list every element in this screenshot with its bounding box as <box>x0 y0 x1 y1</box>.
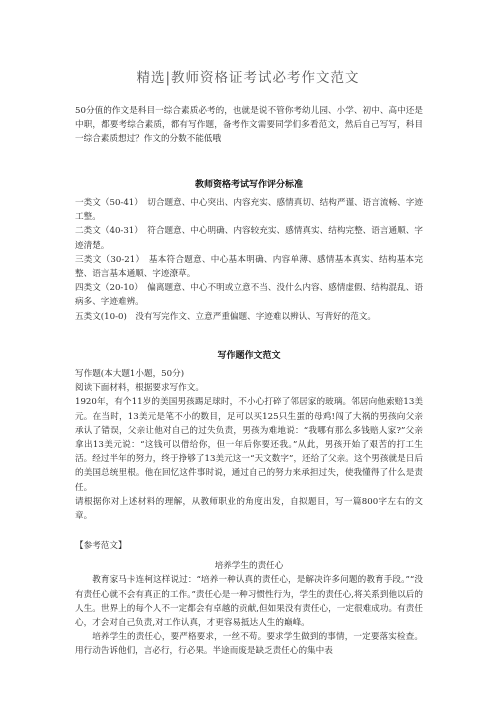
intro-text: 50分值的作文是科目一综合素质必考的，也就是说不管你考幼儿园、小学、初中、高中还是中职，都要考综合素质，都有写作题，备考作文需要同学们多看范文，然后自己写写，科目一综合素质想过？作文的分数不能低哦 <box>75 106 423 145</box>
essay-paragraph: 培养学生的责任心，要严格要求，一丝不苟。要求学生做到的事情，一定要落实检查。用行动告诉他们，言必行，行必果。半途而废是缺乏责任心的集中表 <box>75 632 423 657</box>
scoring-item: 四类文（20-10） 偏离题意、中心不明或立意不当、没什么内容、感情虚假、结构混乱、语病多、字迹难辨。 <box>75 283 423 308</box>
scoring-heading: 教师资格考试写作评分标准 <box>194 180 303 190</box>
scoring-item: 三类文（30-21） 基本符合题意、中心基本明确、内容单薄、感情基本真实、结构基本完整、语言基本通顺、字迹潦草。 <box>75 254 423 280</box>
task-material: 1920年，有个11岁的美国男孩踢足球时，不小心打碎了邻居家的玻璃。邻居向他索赔13美元。在当时，13美元是笔不小的数目，足可以买125只生蛋的母鸡!闯了大祸的男孩向父亲承认了错误，父亲让他对自己的过失负责，男孩为难地说：“我哪有那么多钱赔人家?”父亲拿出13美元说：“这钱可以借给你，但一年后你要还我。”从此，男孩开始了艰苦的打工生活。经过半年的努力，终于挣够了13美元这一“天文数字”，还给了父亲。这个男孩就是日后的美国总统里根。他在回忆这件事时说，通过自己的努力来承担过失，使我懂得了什么是责任。 <box>75 397 423 493</box>
scoring-item: 一类文（50-41） 切合题意、中心突出、内容充实、感情真切、结构严谨、语言流畅、字迹工整。 <box>75 198 423 223</box>
scoring-item: 二类文（40-31） 符合题意、中心明确、内容较充实、感情真实、结构完整、语言通顺、字迹清楚。 <box>75 226 423 251</box>
essay-task-body <box>75 367 423 523</box>
document-title: 精选|教师资格证考试必考作文范文 <box>136 70 360 86</box>
essay-paragraph: 教育家马卡连柯这样说过：“培养一种认真的责任心，是解决许多问题的教育手段。”“没有责任心就不会有真正的工作。”责任心是一种习惯性行为，学生的责任心,将关系到他以后的人生。世界上的每个人不一定都会有卓越的贡献,但如果没有责任心，一定很难成功。有责任心，才会对自己负责,对工作认真，才更容易抵达人生的巅峰。 <box>75 575 423 629</box>
task-line: 阅读下面材料，根据要求写作文。 <box>75 383 204 394</box>
essay-task-heading: 写作题作文范文 <box>217 351 281 361</box>
task-requirement: 请根据你对上述材料的理解，从教师职业的角度出发，自拟题目，写一篇800字左右的文章。 <box>75 496 423 522</box>
scoring-item: 五类文(10-0) 没有写完作文、立意严重偏题、字迹难以辨认、写背好的范文。 <box>75 311 377 322</box>
essay-title: 培养学生的责任心 <box>214 561 284 572</box>
task-line: 写作题(本大题1小题，50分) <box>75 369 185 379</box>
reference-label: 【参考范文】 <box>75 541 127 551</box>
intro-paragraph <box>75 104 423 147</box>
reference-essay <box>75 539 423 659</box>
scoring-list <box>75 196 423 324</box>
